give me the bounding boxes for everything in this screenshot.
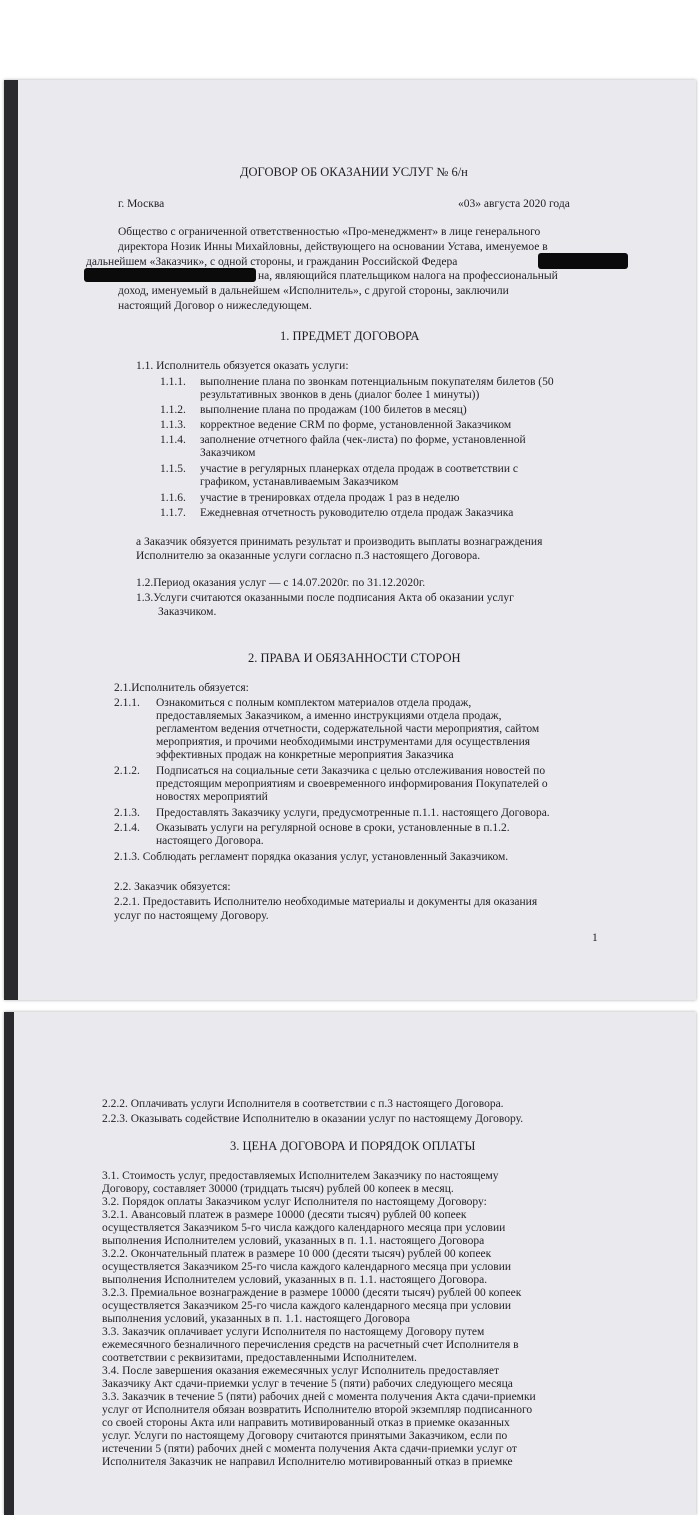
clause-1-1: 1.1. Исполнитель обязуется оказать услуги: (136, 360, 349, 372)
clause-number: 1.1.2. (160, 404, 186, 416)
clause-text: Ежедневная отчетность руководителю отдела продаж Заказчика (200, 507, 514, 519)
price-line: истечении 5 (пяти) рабочих дней с момента получения Акта сдачи-приемки услуг от (102, 1443, 517, 1455)
price-line: осуществляется Заказчиком 25-го числа каждого календарного месяца при условии (102, 1300, 512, 1312)
price-line: 3.3. Заказчик в течение 5 (пяти) рабочих дней с момента получения Акта сдачи-приемки (102, 1391, 536, 1403)
price-line: Заказчику Акт сдачи-приемки услуг в течение 5 (пяти) рабочих следующего месяца (102, 1378, 513, 1390)
clause-text: эффективных продаж на конкретные мероприятия Заказчика (156, 749, 454, 761)
clause-text: Подписаться на социальные сети Заказчика с целью отслеживания новостей по (156, 765, 546, 777)
clause-2-2-1: 2.2.1. Предоставить Исполнителю необходимые материалы и документы для оказания (114, 896, 538, 908)
clause-2-2-1: услуг по настоящему Договору. (114, 910, 269, 922)
section-2-title: 2. ПРАВА И ОБЯЗАННОСТИ СТОРОН (248, 651, 461, 665)
clause-text: корректное ведение CRM по форме, установленной Заказчиком (200, 419, 512, 431)
clause-text: заполнение отчетного файла (чек-листа) по форме, установленной (200, 434, 526, 446)
clause-text: мероприятия, и прочими необходимыми инструментами для осуществления (156, 736, 531, 748)
price-line: 3.1. Стоимость услуг, предоставляемых Исполнителем Заказчику по настоящему (102, 1170, 499, 1182)
clause-text: графиком, устанавливаемым Заказчиком (200, 476, 399, 488)
clause-text: участие в регулярных планерках отдела продаж в соответствии с (200, 463, 518, 475)
document-page-1 (4, 80, 696, 1000)
clause-number: 1.1.5. (160, 463, 186, 475)
price-line: услуг от Исполнителя обязан возвратить Исполнителю второй экземпляр подписанного (102, 1404, 533, 1416)
price-line: 3.2. Порядок оплаты Заказчиком услуг Исполнителя по настоящему Договору: (102, 1196, 487, 1208)
document-page-2 (4, 1012, 696, 1515)
clause-number: 1.1.7. (160, 507, 186, 519)
redaction-mark (84, 268, 256, 282)
clause-2-1: 2.1.Исполнитель обязуется: (114, 682, 249, 694)
price-line: услуг. Услуги по настоящему Договору считаются принятыми Заказчиком, если по (102, 1430, 508, 1442)
clause-text: Оказывать услуги на регулярной основе в сроки, установленные в п.1.2. (156, 822, 510, 834)
clause-text: новостях мероприятий (156, 791, 268, 803)
clause-text: участие в тренировках отдела продаж 1 раз в неделю (200, 492, 460, 504)
section-3-title: 3. ЦЕНА ДОГОВОРА И ПОРЯДОК ОПЛАТЫ (230, 1139, 476, 1153)
price-line: осуществляется Заказчиком 25-го числа каждого календарного месяца при условии (102, 1261, 512, 1273)
clause-2-2-3: 2.2.3. Оказывать содействие Исполнителю в оказании услуг по настоящему Договору. (102, 1113, 524, 1125)
clause-text: выполнение плана по продажам (100 билетов в месяц) (200, 404, 467, 416)
clause-number: 1.1.4. (160, 434, 186, 446)
clause-text: результативных звонков в день (диалог более 1 минуты)) (200, 389, 480, 401)
page-number: 1 (592, 932, 598, 944)
intro-line: доход, именуемый в дальнейшем «Исполнитель», с другой стороны, заключили (118, 285, 509, 297)
clause-text: настоящего Договора. (156, 835, 264, 847)
clause-1-2: 1.2.Период оказания услуг — с 14.07.2020г. по 31.12.2020г. (136, 577, 426, 589)
clause-text: Ознакомиться с полным комплектом материалов отдела продаж, (156, 697, 472, 709)
price-line: 3.2.2. Окончательный платеж в размере 10 000 (десяти тысяч) рублей 00 копеек (102, 1248, 492, 1260)
price-line: осуществляется Заказчиком 5-го числа каждого календарного месяца при условии (102, 1222, 506, 1234)
intro-line: настоящий Договор о нижеследующем. (118, 300, 312, 312)
price-line: Договору, составляет 30000 (тридцать тысяч) рублей 00 копеек в месяц. (102, 1183, 454, 1195)
clause-number: 2.1.1. (114, 697, 140, 709)
intro-line: на, являющийся плательщиком налога на профессиональный (258, 270, 558, 282)
contract-date: «03» августа 2020 года (458, 198, 570, 210)
clause-2-2-2: 2.2.2. Оплачивать услуги Исполнителя в соответствии с п.3 настоящего Договора. (102, 1098, 504, 1110)
price-line: 3.2.1. Авансовый платеж в размере 10000 (десяти тысяч) рублей 00 копеек (102, 1209, 467, 1221)
intro-line: директора Нозик Инны Михайловны, действующего на основании Устава, именуемое в (118, 241, 548, 253)
clause-number: 1.1.6. (160, 492, 186, 504)
price-line: 3.3. Заказчик оплачивает услуги Исполнителя по настоящему Договору путем (102, 1326, 485, 1338)
price-line: выполнения Исполнителем условий, указанных в п. 1.1. настоящего Договора (102, 1235, 485, 1247)
clause-text: предстоящим мероприятиям и своевременного информирования Покупателей о (156, 778, 548, 790)
price-line: 3.4. После завершения оказания ежемесячных услуг Исполнитель предоставляет (102, 1365, 500, 1377)
price-line: Исполнителя Заказчик не направил Исполнителю мотивированный отказ в приемке (102, 1456, 513, 1468)
clause-text: Заказчиком (200, 447, 256, 459)
clause-1-3: Заказчиком. (158, 606, 217, 618)
price-line: ежемесячного безналичного перечисления средств на расчетный счет Исполнителя в (102, 1339, 519, 1351)
clause-number: 2.1.4. (114, 822, 140, 834)
price-line: соответствии с реквизитами, предоставленными Исполнителем. (102, 1352, 417, 1364)
contract-title: ДОГОВОР ОБ ОКАЗАНИИ УСЛУГ № 6/н (240, 165, 468, 179)
price-line: выполнения Исполнителем условий, указанных в п. 1.1. настоящего Договора. (102, 1274, 488, 1286)
clause-number: 1.1.3. (160, 419, 186, 431)
intro-line: Общество с ограниченной ответственностью «Про-менеджмент» в лице генерального (118, 226, 541, 238)
price-line: 3.2.3. Премиальное вознаграждение в размере 10000 (десяти тысяч) рублей 00 копеек (102, 1287, 522, 1299)
section-1-title: 1. ПРЕДМЕТ ДОГОВОРА (280, 329, 420, 343)
clause-text: выполнение плана по звонкам потенциальным покупателям билетов (50 (200, 376, 554, 388)
price-line: выполнения условий, указанных в п. 1.1. настоящего Договора (102, 1313, 410, 1325)
clause-2-2: 2.2. Заказчик обязуется: (114, 881, 231, 893)
clause-text: регламентом ведения отчетности, содержательной части мероприятия, сайтом (156, 723, 540, 735)
clause-text: Предоставлять Заказчику услуги, предусмотренные п.1.1. настоящего Договора. (156, 807, 550, 819)
clause-2-1-5: 2.1.3. Соблюдать регламент порядка оказания услуг, установленный Заказчиком. (114, 851, 509, 863)
intro-line: дальнейшем «Заказчик», с одной стороны, и гражданин Российской Федера (86, 256, 458, 268)
clause-1-3: 1.3.Услуги считаются оказанными после подписания Акта об оказании услуг (136, 592, 514, 604)
clause-text: предоставляемых Заказчиком, а именно инструкциями отдела продаж, (156, 710, 502, 722)
contract-city: г. Москва (118, 198, 165, 210)
price-line: со своей стороны Акта или направить мотивированный отказ в приемке оказанных (102, 1417, 510, 1429)
redaction-mark (538, 253, 628, 269)
clause-number: 2.1.2. (114, 765, 140, 777)
customer-obligation: Исполнителю за оказанные услуги согласно п.3 настоящего Договора. (136, 550, 481, 562)
clause-number: 1.1.1. (160, 376, 186, 388)
clause-number: 2.1.3. (114, 807, 140, 819)
customer-obligation: а Заказчик обязуется принимать результат и производить выплаты вознаграждения (136, 536, 543, 548)
